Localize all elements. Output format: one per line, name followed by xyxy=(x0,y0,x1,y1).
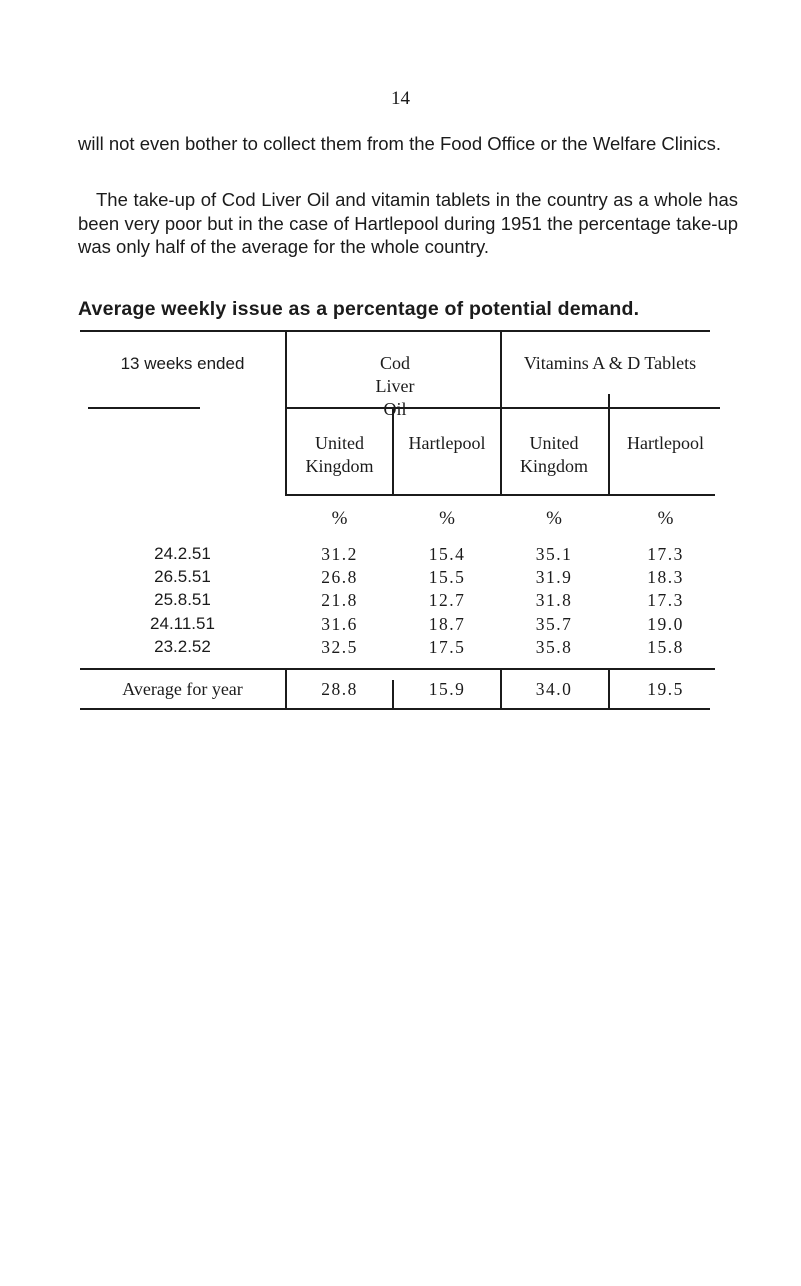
cell-vit-hartlepool: 18.3 xyxy=(647,567,684,587)
average-rule xyxy=(80,668,715,670)
paragraph-1: will not even bother to collect them from the Food Office or the Welfare Clinics. xyxy=(78,133,721,154)
page-number: 14 xyxy=(391,88,410,109)
table-top-rule xyxy=(80,330,710,332)
row-date: 26.5.51 xyxy=(154,567,211,586)
row-date: 24.2.51 xyxy=(154,544,211,563)
subheader-vit-hartlepool: Hartlepool xyxy=(627,433,704,453)
cell-vit-uk: 31.8 xyxy=(535,590,573,610)
paragraph-2: The take-up of Cod Liver Oil and vitamin tablets in the country as a whole has been very poor but in the case of Hartlepool during 1951 the percentage take-up was only half of the average for the whole country. xyxy=(78,189,738,257)
cell-vit-hartlepool: 17.3 xyxy=(647,590,684,610)
subheader-cod-hartlepool: Hartlepool xyxy=(408,433,486,453)
row-date: 23.2.52 xyxy=(154,637,211,656)
cell-cod-hartlepool: 17.5 xyxy=(428,637,466,657)
header-date-column: 13 weeks ended xyxy=(120,354,245,373)
average-vit-hartlepool: 19.5 xyxy=(647,679,684,699)
unit-vit-uk: % xyxy=(546,508,562,529)
cell-vit-hartlepool: 19.0 xyxy=(647,614,684,634)
cell-cod-hartlepool: 18.7 xyxy=(428,614,466,634)
cell-cod-uk: 21.8 xyxy=(321,590,358,610)
average-label: Average for year xyxy=(122,679,243,699)
header-vitamins-tablets: Vitamins A & D Tablets xyxy=(523,353,697,373)
cell-vit-hartlepool: 15.8 xyxy=(647,637,684,657)
table-bottom-rule xyxy=(80,708,710,710)
header-rule xyxy=(88,407,200,409)
unit-vit-hartlepool: % xyxy=(657,508,674,529)
average-cod-uk: 28.8 xyxy=(321,679,358,699)
cell-vit-uk: 35.1 xyxy=(535,544,573,564)
average-cod-hartlepool: 15.9 xyxy=(428,679,466,699)
cell-vit-uk: 31.9 xyxy=(535,567,573,587)
cell-vit-uk: 35.8 xyxy=(535,637,573,657)
cell-cod-hartlepool: 15.5 xyxy=(428,567,466,587)
cell-cod-uk: 26.8 xyxy=(321,567,358,587)
cell-vit-hartlepool: 17.3 xyxy=(647,544,684,564)
row-date: 24.11.51 xyxy=(150,614,215,633)
cell-cod-uk: 31.2 xyxy=(321,544,358,564)
cell-cod-hartlepool: 12.7 xyxy=(428,590,466,610)
table-title: Average weekly issue as a percentage of potential demand. xyxy=(78,298,640,320)
cell-vit-uk: 35.7 xyxy=(535,614,573,634)
unit-cod-uk: % xyxy=(331,508,348,529)
cell-cod-hartlepool: 15.4 xyxy=(428,544,466,564)
subheader-vit-uk: United Kingdom xyxy=(519,433,588,476)
average-vit-uk: 34.0 xyxy=(535,679,573,699)
cell-cod-uk: 32.5 xyxy=(321,637,358,657)
unit-cod-hartlepool: % xyxy=(439,508,455,529)
row-date: 25.8.51 xyxy=(154,590,211,609)
subheader-cod-uk: United Kingdom xyxy=(305,433,374,476)
subheader-rule xyxy=(285,494,715,496)
header-cod-liver-oil: Cod Liver Oil xyxy=(375,353,415,419)
cell-cod-uk: 31.6 xyxy=(321,614,358,634)
